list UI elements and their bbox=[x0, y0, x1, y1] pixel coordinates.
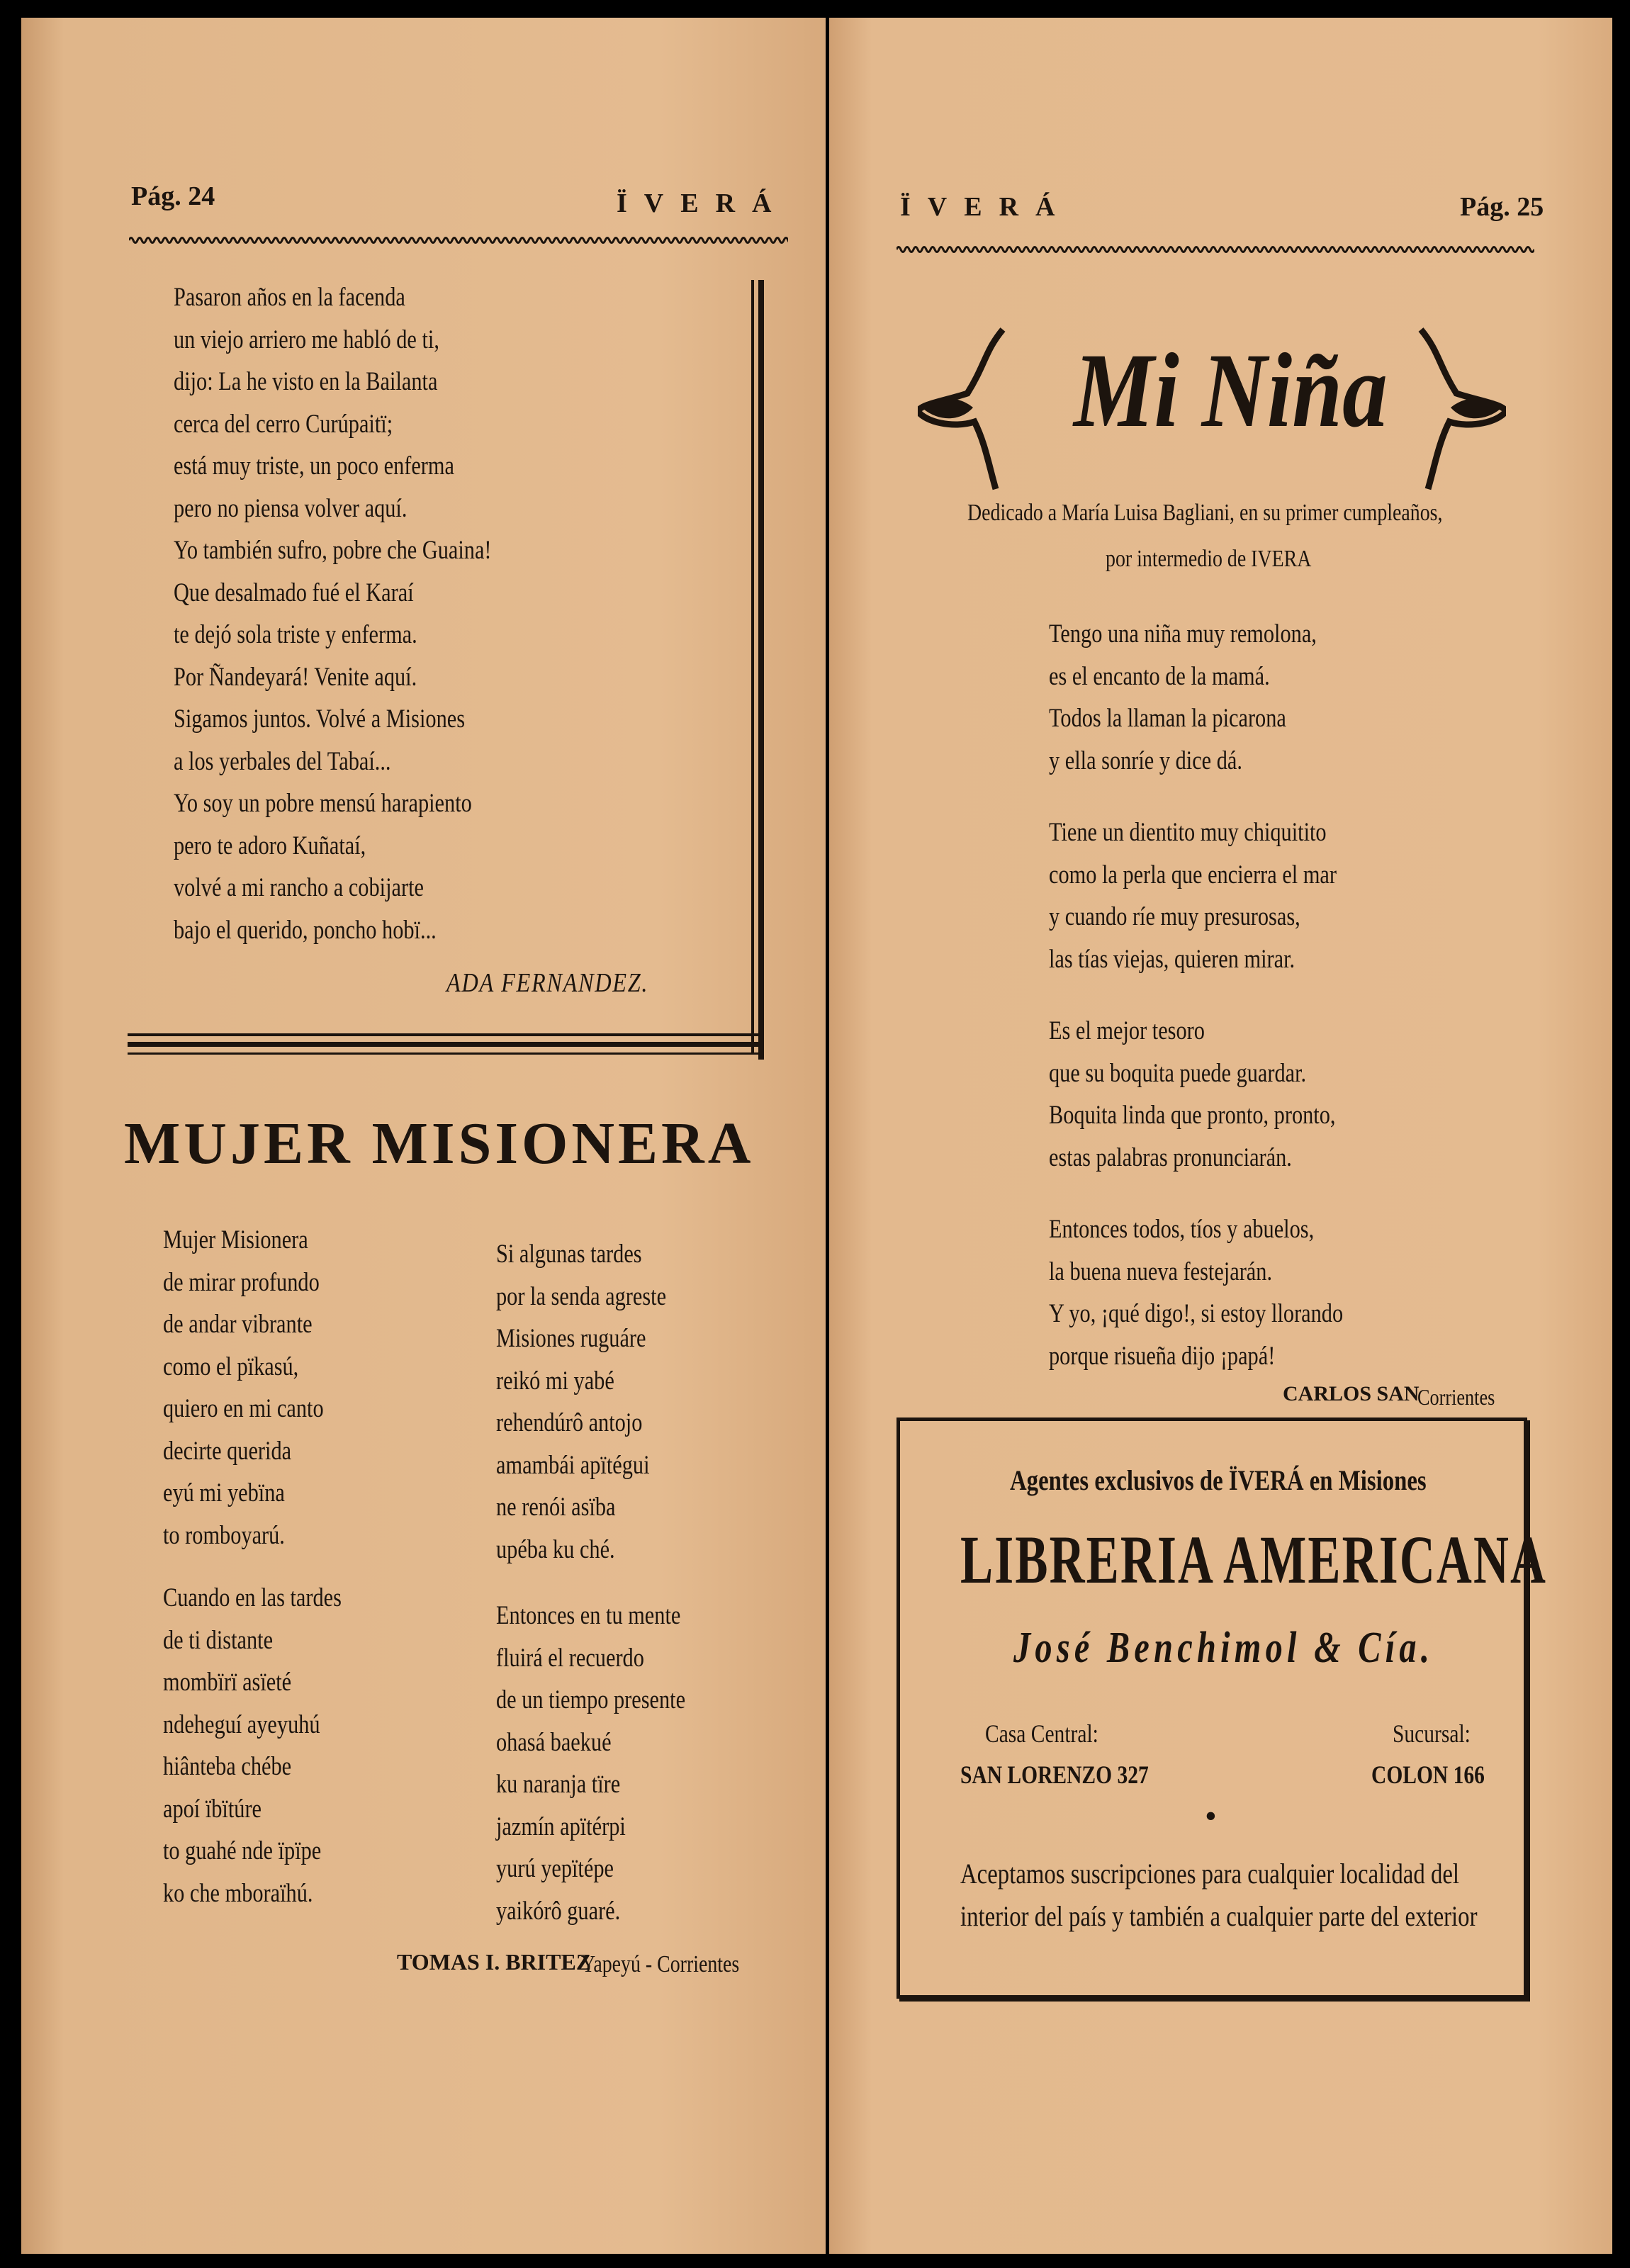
poem-2-title: MUJER MISIONERA bbox=[124, 1111, 755, 1177]
right-page bbox=[829, 18, 1612, 2254]
poem-line: Mujer Misionera bbox=[163, 1225, 308, 1254]
poem-line: la buena nueva festejarán. bbox=[1049, 1257, 1273, 1286]
ad-footer-line-2: interior del país y también a cualquier parte del exterior bbox=[960, 1900, 1478, 1932]
poem-line: decirte querida bbox=[163, 1436, 292, 1466]
poem-line: Es el mejor tesoro bbox=[1049, 1016, 1205, 1045]
frame-right-line-thin bbox=[751, 280, 754, 1052]
poem-line: las tías viejas, quieren mirar. bbox=[1049, 944, 1295, 974]
poem-line: Yo también sufro, pobre che Guaina! bbox=[174, 536, 492, 565]
poem-line: a los yerbales del Tabaí... bbox=[174, 746, 391, 776]
branch-label: Sucursal: bbox=[1393, 1719, 1471, 1748]
poem-line: por la senda agreste bbox=[496, 1281, 667, 1311]
poem-line: como la perla que encierra el mar bbox=[1049, 860, 1337, 889]
ad-bullet: • bbox=[1205, 1797, 1217, 1835]
poem-line: estas palabras pronunciarán. bbox=[1049, 1143, 1292, 1172]
poem-line: quiero en mi canto bbox=[163, 1394, 324, 1423]
main-branch-label: Casa Central: bbox=[985, 1719, 1098, 1748]
poem-line: yurú yepïtépe bbox=[496, 1854, 614, 1883]
poem-line: Entonces todos, tíos y abuelos, bbox=[1049, 1215, 1315, 1244]
ad-heading: Agentes exclusivos de ÏVERÁ en Misiones bbox=[1010, 1464, 1427, 1496]
header-divider-right bbox=[896, 243, 1534, 256]
poem-title: Mi Niña bbox=[1074, 332, 1388, 449]
poem-line: y ella sonríe y dice dá. bbox=[1049, 746, 1242, 775]
left-ornament-icon bbox=[918, 322, 1010, 493]
poem-line: yaikórô guaré. bbox=[496, 1896, 621, 1926]
ad-footer-line-1: Aceptamos suscripciones para cualquier localidad del bbox=[960, 1858, 1460, 1890]
poem-line: y cuando ríe muy presurosas, bbox=[1049, 902, 1300, 931]
poem-line: upéba ku ché. bbox=[496, 1534, 615, 1564]
poem-line: de andar vibrante bbox=[163, 1310, 313, 1339]
poem-line: un viejo arriero me habló de ti, bbox=[174, 325, 439, 354]
advertisement-box bbox=[896, 1418, 1548, 1999]
poem-line: como el pïkasú, bbox=[163, 1352, 299, 1381]
poem-line: Misiones ruguáre bbox=[496, 1324, 646, 1353]
poem-line: rehendúrô antojo bbox=[496, 1408, 643, 1437]
poem-line: jazmín apïtérpi bbox=[496, 1812, 626, 1841]
poem-2-place: Yapeyú - Corrientes bbox=[581, 1951, 740, 1977]
main-branch-address: SAN LORENZO 327 bbox=[960, 1761, 1149, 1789]
poem-line: ohasá baekué bbox=[496, 1727, 612, 1757]
poem-1-author: ADA FERNANDEZ. bbox=[446, 968, 649, 998]
store-name: LIBRERIA AMERICANA bbox=[960, 1522, 1548, 1598]
poem-line: apoí ïbïtúre bbox=[163, 1794, 262, 1824]
poem-line: ndeheguí ayeyuhú bbox=[163, 1710, 320, 1739]
poem-line: bajo el querido, poncho hobï... bbox=[174, 915, 437, 945]
store-owner: José Benchimol & Cía. bbox=[1013, 1624, 1434, 1672]
poem-line: te dejó sola triste y enferma. bbox=[174, 620, 417, 649]
poem-2-column-1-stanza-2 bbox=[163, 1577, 342, 1914]
frame-right-line-thick bbox=[758, 280, 764, 1060]
poem-line: que su boquita puede guardar. bbox=[1049, 1058, 1307, 1088]
stanza-3 bbox=[1049, 1010, 1335, 1179]
right-ornament-icon bbox=[1414, 322, 1506, 493]
poem-line: ko che mboraïhú. bbox=[163, 1878, 313, 1908]
poem-line: Boquita linda que pronto, pronto, bbox=[1049, 1101, 1336, 1130]
poem-line: porque risueña dijo ¡papá! bbox=[1049, 1341, 1276, 1371]
frame-bottom-line-thin bbox=[128, 1033, 762, 1036]
poem-line: volvé a mi rancho a cobijarte bbox=[174, 873, 424, 902]
poem-line: cerca del cerro Curúpaitï; bbox=[174, 409, 393, 439]
branch-address: COLON 166 bbox=[1371, 1761, 1485, 1789]
dedication-line-1: Dedicado a María Luisa Bagliani, en su primer cumpleaños, bbox=[967, 500, 1443, 526]
poem-line: de un tiempo presente bbox=[496, 1685, 686, 1714]
poem-line: Que desalmado fué el Karaí bbox=[174, 578, 414, 607]
page-number-right: Pág. 25 bbox=[1460, 192, 1544, 222]
poem-line: Todos la llaman la picarona bbox=[1049, 704, 1286, 733]
poem-line: Yo soy un pobre mensú harapiento bbox=[174, 789, 472, 818]
poem-line: dijo: La he visto en la Bailanta bbox=[174, 367, 438, 396]
dedication-line-2: por intermedio de IVERA bbox=[1106, 546, 1312, 572]
page-number-left: Pág. 24 bbox=[131, 181, 215, 211]
poem-line: to guahé nde ïpïpe bbox=[163, 1836, 322, 1865]
poem-2-column-2-stanza-2 bbox=[496, 1595, 685, 1932]
poem-line: Tengo una niña muy remolona, bbox=[1049, 619, 1317, 649]
poem-line: mombïrï asïeté bbox=[163, 1668, 292, 1697]
left-page bbox=[21, 18, 826, 2254]
frame-bottom-line-thick bbox=[128, 1042, 762, 1047]
poem-line: Si algunas tardes bbox=[496, 1240, 642, 1269]
poem-line: to romboyarú. bbox=[163, 1520, 285, 1550]
poem-line: reikó mi yabé bbox=[496, 1366, 614, 1396]
poem-line: es el encanto de la mamá. bbox=[1049, 661, 1270, 691]
poem-1 bbox=[174, 276, 492, 951]
poem-line: Pasaron años en la facenda bbox=[174, 283, 405, 312]
poem-line: pero no piensa volver aquí. bbox=[174, 493, 408, 523]
poem-line: amambái apïtégui bbox=[496, 1450, 650, 1480]
poem-line: Cuando en las tardes bbox=[163, 1583, 342, 1612]
poem-line: ne renói asïba bbox=[496, 1493, 616, 1522]
poem-line: Sigamos juntos. Volvé a Misiones bbox=[174, 704, 466, 734]
poem-line: eyú mi yebïna bbox=[163, 1478, 285, 1508]
magazine-name-left: ÏVERÁ bbox=[617, 189, 789, 218]
poem-line: ku naranja tïre bbox=[496, 1770, 621, 1799]
poem-line: Y yo, ¡qué digo!, si estoy llorando bbox=[1049, 1299, 1344, 1328]
stanza-1 bbox=[1049, 613, 1317, 782]
poem-line: Por Ñandeyará! Venite aquí. bbox=[174, 662, 417, 692]
poem-line: Tiene un dientito muy chiquitito bbox=[1049, 818, 1327, 847]
poem-line: fluirá el recuerdo bbox=[496, 1643, 644, 1673]
poem-line: Entonces en tu mente bbox=[496, 1601, 681, 1630]
poem-2-column-2-stanza-1 bbox=[496, 1233, 666, 1571]
poem-author: CARLOS SAN bbox=[1283, 1382, 1420, 1405]
poem-line: pero te adoro Kuñataí, bbox=[174, 831, 366, 860]
poem-line: de ti distante bbox=[163, 1625, 274, 1655]
poem-line: está muy triste, un poco enferma bbox=[174, 451, 454, 481]
stanza-4 bbox=[1049, 1208, 1343, 1377]
poem-2-author: TOMAS I. BRITEZ bbox=[397, 1949, 592, 1975]
magazine-name-right: ÏVERÁ bbox=[900, 192, 1072, 222]
stanza-2 bbox=[1049, 812, 1337, 980]
poem-author-place: Corrientes bbox=[1417, 1384, 1495, 1410]
poem-2-column-1-stanza-1 bbox=[163, 1219, 324, 1556]
poem-line: hiânteba chébe bbox=[163, 1752, 292, 1781]
header-divider-left bbox=[129, 234, 788, 247]
poem-line: de mirar profundo bbox=[163, 1267, 320, 1297]
frame-bottom-line-thin-2 bbox=[128, 1052, 762, 1055]
